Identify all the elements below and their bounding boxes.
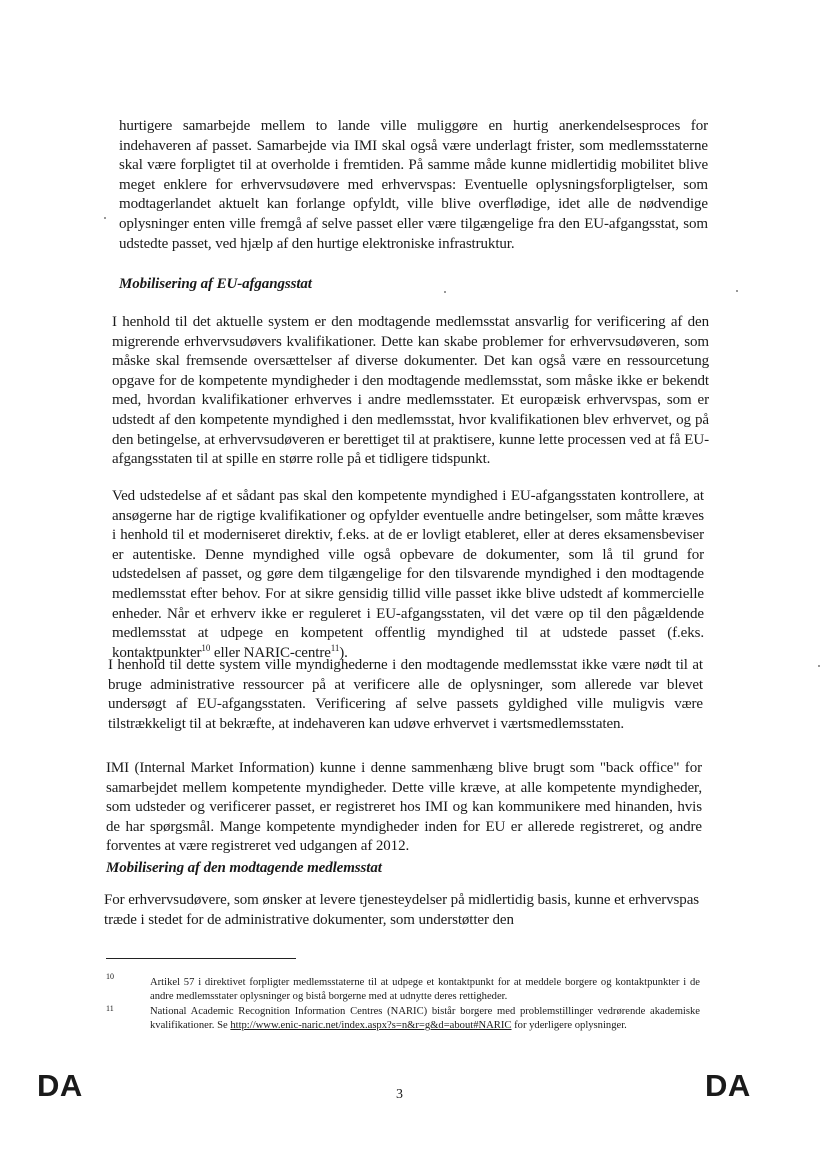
footnote-10: Artikel 57 i direktivet forpligter medlemsstaterne til at udpege et kontaktpunkt for at meddele borgere og kontaktpunkter i de andre medlemsstater oplysninger og bistå borgerne med at udnytte deres rettigheder. xyxy=(150,977,700,1002)
paragraph-3-text: Ved udstedelse af et sådant pas skal den kompetente myndighed i EU-afgangsstaten kontrollere, at ansøgerne har de rigtige kvalifikationer og opfylder eventuelle andre betingelser, som måtte kræves i henhold til et moderniseret direktiv, f.eks. at de er lovligt etableret, eller at deres eksamensbeviser er autentiske. Denne myndighed ville også opbevare de dokumenter, som lå til grund for udstedelsen af passet, og gøre dem tilgængelige for den tilsvarende myndighed i den modtagende medlemsstat efter behov. For at sikre gensidig tillid ville passet ikke blive udstedt af kommercielle enheder. Når et erhverv ikke er reguleret i EU-afgangsstaten, vil det være op til den pågældende medlemsstat at udpege en kompetent offentlig myndighed til at udstede passet (f.eks. kontaktpunkter xyxy=(112,488,704,661)
scan-speck xyxy=(736,290,738,292)
body-paragraph-1: hurtigere samarbejde mellem to lande ville muliggøre en hurtig anerkendelsesproces for indehaveren af passet. Samarbejde via IMI skal også være underlagt frister, som medlemsstaterne skal være forpligtet til at overholde i fremtiden. På samme måde kunne midlertidig mobilitet blive meget enklere for erhvervsudøvere med erhvervspas: Eventuelle oplysningsforpligtelser, som modtagerlandet aktuelt kan forlange opfyldt, ville blive overflødige, idet alle de nødvendige oplysninger enten ville fremgå af selve passet eller være tilgængelige fra den EU-afgangsstat, som udstedte passet, ved hjælp af den hurtige elektroniske infrastruktur. xyxy=(119,118,708,252)
paragraph-3-end: ). xyxy=(339,644,348,661)
scan-speck xyxy=(104,217,106,219)
language-code-left: DA xyxy=(37,1068,83,1103)
page-number: 3 xyxy=(396,1087,403,1102)
scan-speck xyxy=(444,291,446,293)
footnote-ref-11[interactable]: 11 xyxy=(330,642,340,653)
footnote-10-number: 10 xyxy=(106,972,114,981)
body-paragraph-4: I henhold til dette system ville myndighederne i den modtagende medlemsstat ikke være nødt til at bruge administrative ressourcer på at verificere alle de oplysninger, som allerede var blevet undersøgt af EU-afgangsstaten. Verificering af selve passets gyldighed ville muligvis være tilstrækkeligt til at bekræfte, at indehaveren kan udøve erhvervet i værtsmedlemsstaten. xyxy=(108,657,703,732)
paragraph-3-mid: eller NARIC-centre xyxy=(210,644,331,661)
naric-link[interactable]: http://www.enic-naric.net/index.aspx?s=n&r=g&d=about#NARIC xyxy=(230,1020,512,1031)
footnote-ref-10[interactable]: 10 xyxy=(201,642,211,653)
footnote-separator xyxy=(106,958,296,959)
footnote-11-number: 11 xyxy=(106,1004,114,1013)
section-heading-eu-origin-state: Mobilisering af EU-afgangsstat xyxy=(119,276,312,292)
section-heading-host-state: Mobilisering af den modtagende medlemsstat xyxy=(106,860,382,876)
language-code-right: DA xyxy=(705,1068,751,1103)
body-paragraph-2: I henhold til det aktuelle system er den modtagende medlemsstat ansvarlig for verificering af den migrerende erhvervsudøvers kvalifikationer. Dette kan skabe problemer for erhvervsudøveren, som måske skal fremsende oversættelser af diverse dokumenter. Det kan også være en ressourcetung opgave for de kompetente myndigheder i den modtagende medlemsstat, som måske ikke er bekendt med, hvordan kvalifikationer erhverves i andre medlemsstater. Et europæisk erhvervspas, som er udstedt af den kompetente myndighed i den medlemsstat, hvor kvalifikationen blev erhvervet, og på den betingelse, at erhvervsudøveren er berettiget til at praktisere, kunne lette processen ved at få EU-afgangsstaten til at spille en større rolle på et tidligere tidspunkt. xyxy=(112,314,709,468)
footnote-11-end: for yderligere oplysninger. xyxy=(511,1020,627,1031)
footnote-11 xyxy=(150,1005,700,1033)
scan-speck xyxy=(818,665,820,667)
body-paragraph-5: IMI (Internal Market Information) kunne i denne sammenhæng blive brugt som "back office" for samarbejdet mellem kompetente myndigheder. Dette ville kræve, at alle kompetente myndigheder, som udsteder og verificerer passet, er registreret hos IMI og kan kommunikere med hinanden, hvis de har spørgsmål. Mange kompetente myndigheder inden for EU er allerede registreret, og andre forventes at være registreret ved udgangen af 2012. xyxy=(106,760,702,855)
footnote-11-text: National Academic Recognition Information Centres (NARIC) bistår borgere med problemstillinger vedrørende akademiske kvalifikationer. Se xyxy=(150,1006,700,1031)
body-paragraph-3 xyxy=(112,487,704,663)
body-paragraph-6: For erhvervsudøvere, som ønsker at levere tjenesteydelser på midlertidig basis, kunne et erhvervspas træde i stedet for de administrative dokumenter, som understøtter den xyxy=(104,892,699,928)
